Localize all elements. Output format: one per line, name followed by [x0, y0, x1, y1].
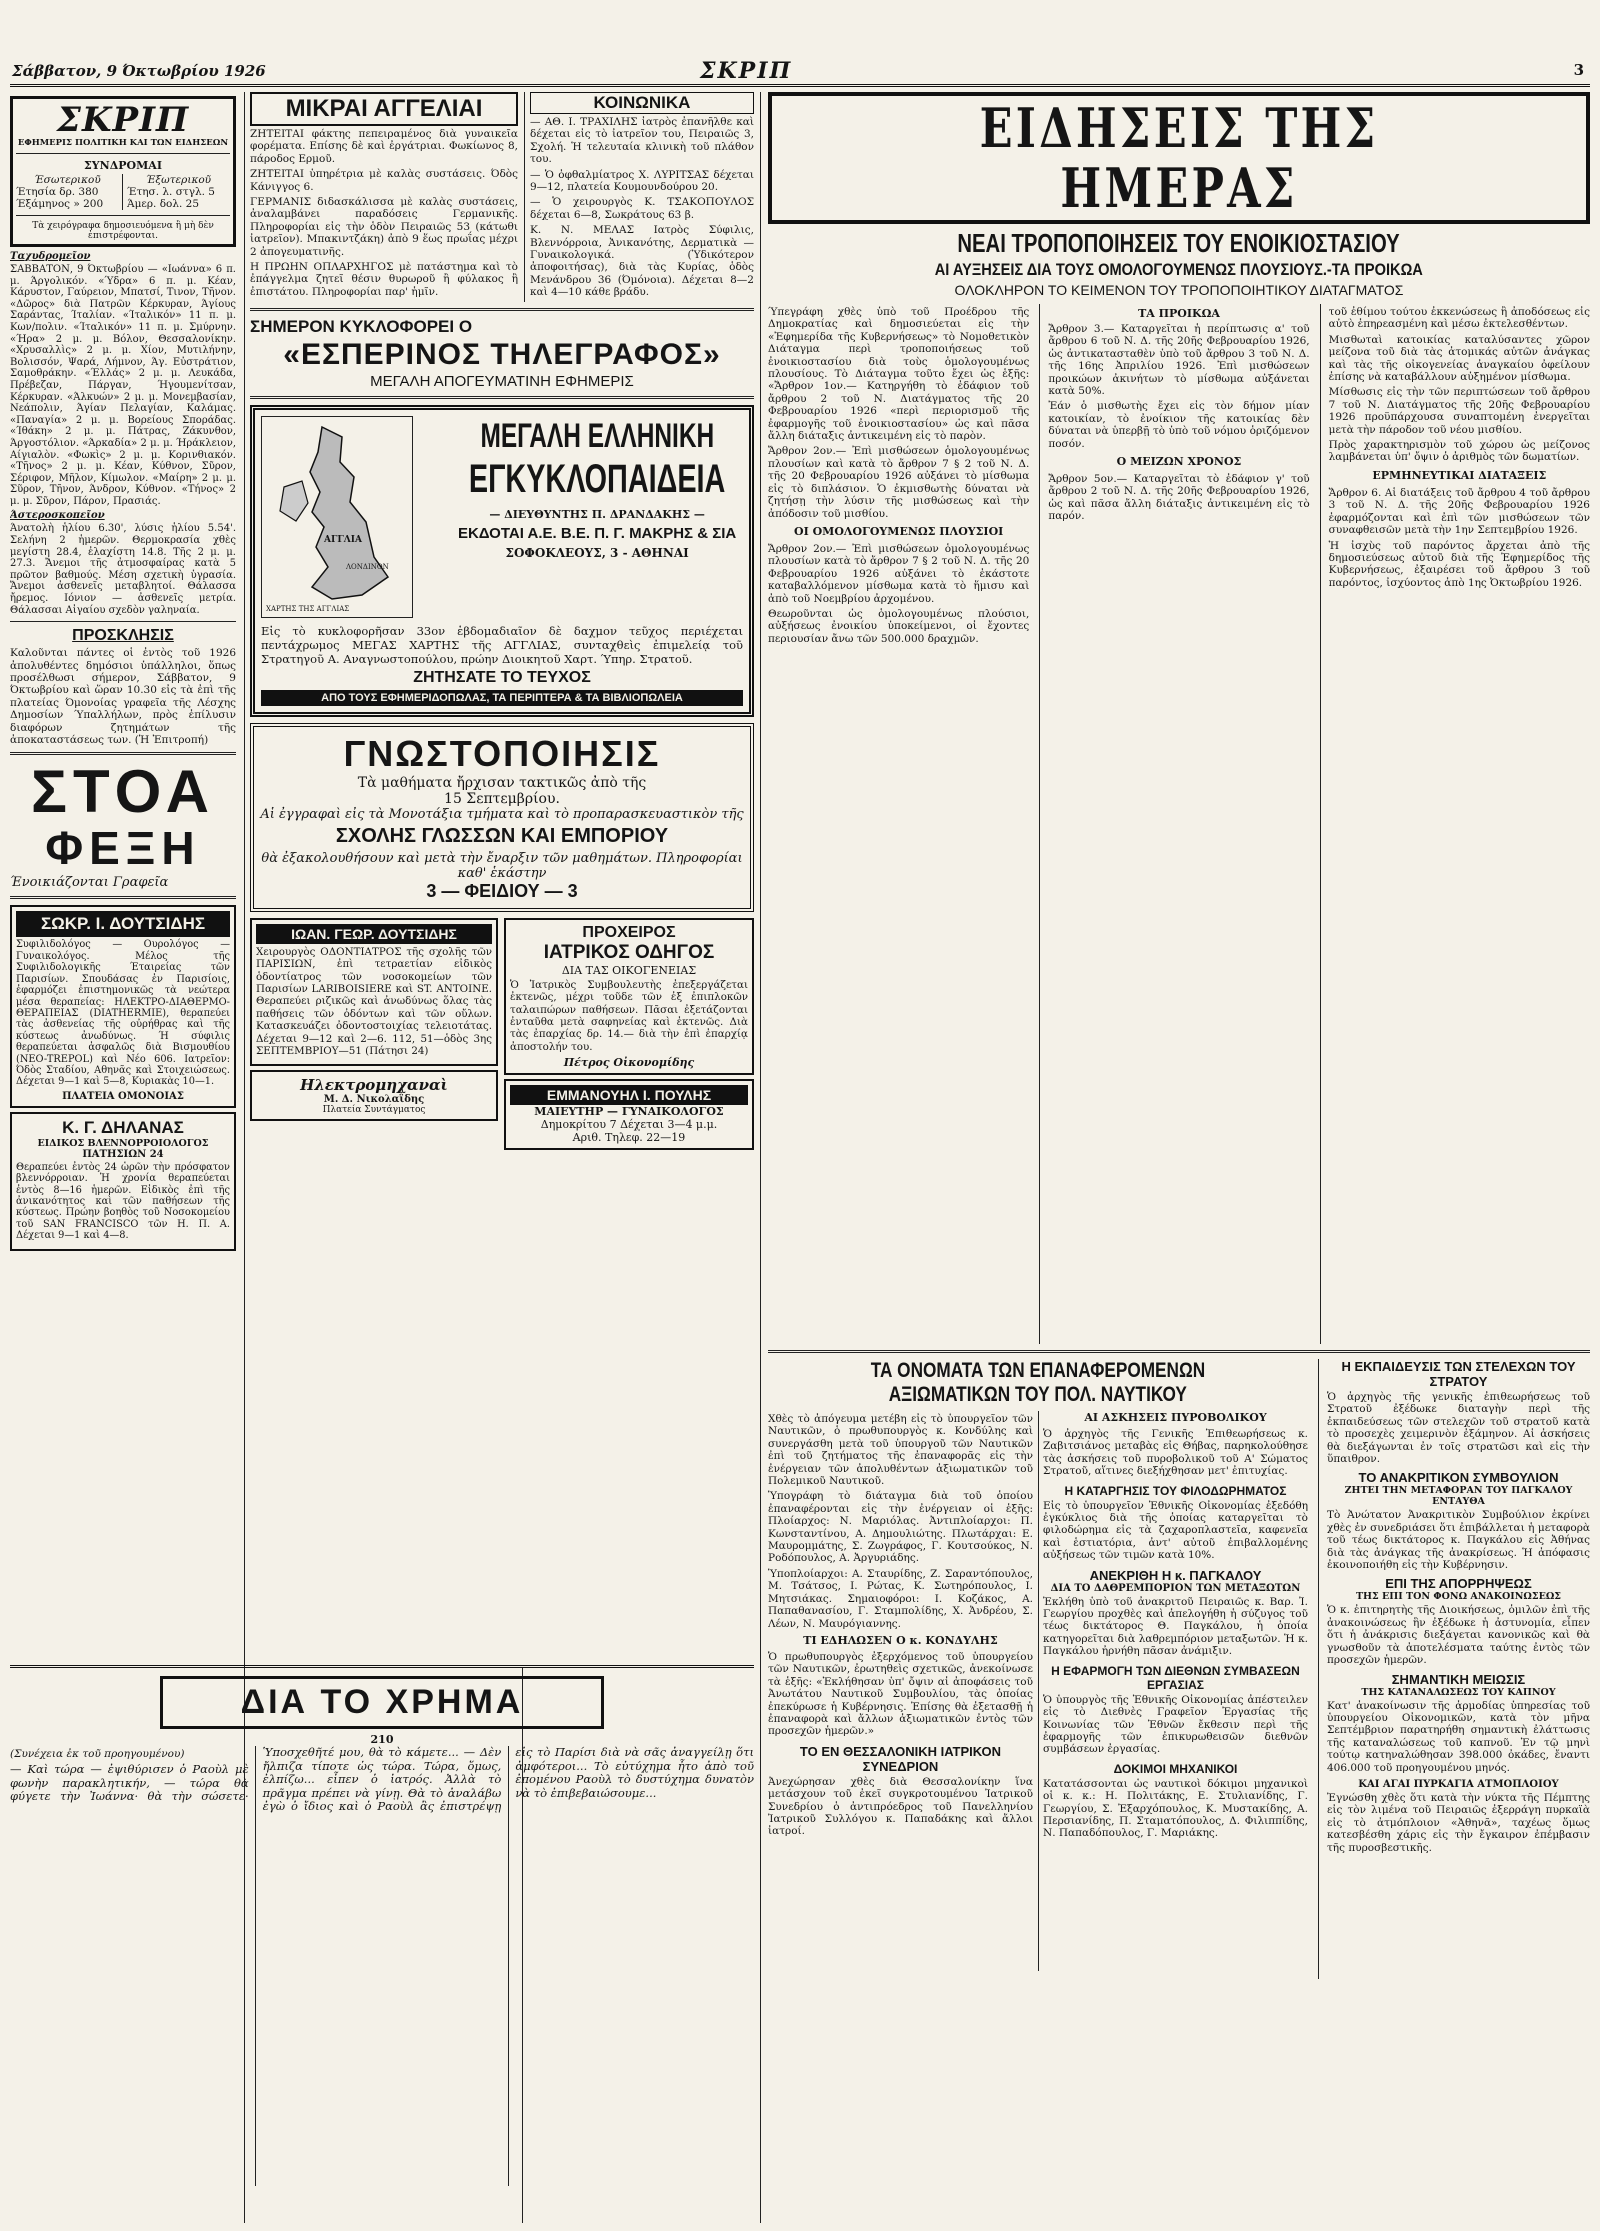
rent-headline [768, 228, 1590, 258]
navy-h4: ΤΟ ΕΝ ΘΕΣΣΑΛΟΝΙΚΗ ΙΑΤΡΙΚΟΝ ΣΥΝΕΔΡΙΟΝ [799, 1743, 1002, 1774]
navy-p10: Κατατάσσονται ὡς ναυτικοὶ δόκιμοι μηχανικοὶ οἱ κ. κ.: Η. Πολιτάκης, Ε. Στυλιανίδης, Γ. Γεωργίου, Σ. Ἐξαρχόπουλος, Κ. Μυστακίδης, Α. Περσιανίδης, Π. Σταματόπουλος, Δ. Φιλιππίδης, Ν. Παπαδόπουλος, Γ. Μαριάκης. [1043, 1777, 1308, 1840]
sub-foreign [123, 174, 230, 210]
social-1: — ΑΘ. Ι. ΤΡΑΧΙΛΗΣ ἰατρὸς ἐπανῆλθε καὶ δέχεται εἰς τὸ ἰατρεῖον του, Πειραιῶς 3, Σχολή. Ἡ τελευταία κλινικὴ τοῦ πλάθον του. [530, 116, 754, 166]
army-p2: Τὸ Ἀνώτατον Ἀνακριτικὸν Συμβούλιον ἐκρίνει χθὲς ἐν συνεδριάσει ὅτι ἐπιβάλλεται ἡ μεταφορὰ τοῦ τέως δικτάτορος κ. Παγκάλου εἰς Ἀθήνας διὰ τὰς ἀνάγκας τῆς ἀνακρίσεως. Ἡ ἀπόφασις ἐκοινοποιήθη εἰς τὴν Κυβέρνησιν. [1327, 1509, 1590, 1572]
navy-h5: ΑΙ ΑΣΚΗΣΕΙΣ ΠΥΡΟΒΟΛΙΚΟΥ [1084, 1411, 1267, 1424]
navy-headline [768, 1359, 1308, 1383]
post-text: ΣΑΒΒΑΤΟΝ, 9 Όκτωβρίου — «Ιωάννα» 6 π. μ. Άργολικόν. «Ύδρα» 6 π. μ. Κέαν, Κάρυστον, Γαύρειον, Μπατσί, Τινον, Τῆνον. «Δῶρος» διὰ Πατρῶν Κέρκυραν, Άγίους Σαράντας, Ίταλίαν. «Ίταλικόν» 11 π. μ. Κων/πολιν. «Ίταλικόν» 11 π. μ. Σμύρνην. «Ήρα» 2 μ. μ. Βόλον, Θεσσαλονίκην. «Χρυσαλλὶς» 2 μ. μ. Χίον, Μυτιλήνην, Βολισσόν, Ψαρά, Λήμνον, Άγ. Εὐστράτιον, Σαμοθράκην. «Έλλάς» 2 μ. μ. Λευκάδα, Πρέβεζαν, Πάργαν, Ήγουμενίτσαν, Κέρκυραν. «Άλκυών» 2 μ. μ. Μονεμβασίαν, Νεάπολιν, Άγίαν Πελαγίαν, Καλάμας. «Παναγία» 2 μ. μ. Βορείους Σποράδας. «Ίθάκη» 2 μ. μ. Πάτρας, Ζάκυνθον, Άργοστόλιον. «Άρκαδία» 2 μ. μ. Ήράκλειον, Αίγιαλὸν. «Φωκὶς» 2 μ. μ. Κορινθιακόν. «Τῆνος» 2 μ. μ. Κέαν, Κύθνον, Σῦρον, Σέριφον, Μῆλον, Κίμωλον. «Μαίρη» 2 μ. μ. Σῦρον, Τῆνον, Άνδρον, Κύθνον. «Τήνος» 2 μ. μ. Σῦρον, Πάρον, Πρασιάς. [10, 264, 236, 507]
espr-sub: ΜΕΓΑΛΗ ΑΠΟΓΕΥΜΑΤΙΝΗ ΕΦΗΜΕΡΙΣ [370, 372, 634, 390]
notice-school: ΣΧΟΛΗΣ ΓΛΩΣΣΩΝ ΚΑΙ ΕΜΠΟΡΙΟΥ [335, 824, 669, 847]
rent-c4b: Μισθωταὶ κατοικίας καταλύσαντες χῶρον μείζονα τοῦ διὰ τὰς ἀτομικάς αὐτῶν ἀνάγκας καὶ τὰς τῆς οἰκογενείας ἀναγκαίου ὀφείλουν ἐπίσης νὰ καταβάλλουν αὐξημένον μίσθωμα. [1328, 333, 1590, 384]
serial-text: — Καὶ τώρα — ἐψιθύρισεν ὁ Ραοὺλ μὲ φωνὴν παρακλητικήν, — τώρα θὰ φύγετε τὴν Ἰωάννα· θὰ τὴν σώσετε· Ὑποσχεθῆτέ μου, θὰ τὸ κάμετε... — Δὲν ἤλπιζα τίποτε ὡς τώρα. Τώρα, ὅμως, ἐλπίζω... εἶπεν ὁ ἰατρός. Ἀλλὰ τὸ πρᾶγμα πρέπει νὰ γίνῃ. Θὰ τὸ ἀναλάβω ἐγὼ ὁ ἴδιος καὶ ὁ Ραοὺλ ἂς ἐπιστρέψῃ εἰς τὸ Παρίσι διὰ νὰ σᾶς ἀναγγείλῃ ὅτι ἀμφότεροι... Τὸ εὐτύχημα ἦτο ἀπὸ τοῦ ἐπομένου Ραοὺλ τὸ δυστύχημα δυνατὸν νὰ τὸ ἐπιβεβαιώσουμε... [10, 1745, 754, 1813]
serial-story [10, 1672, 754, 2225]
classified-3: ΓΕΡΜΑΝΙΣ διδασκάλισσα μὲ καλὰς συστάσεις, ἀναλαμβάνει παραδόσεις Γερμανικῆς. Πληροφορίαι εἰς τὴν ὁδὸν Πειραιῶς 53 (κάτωθι ἰατρεῖον). Μπακιντζάκη) ἀπὸ 9 ἕως πρωΐας μέχρι 2 ἀπογευματινῆς. [250, 196, 518, 258]
doctor3-name: ΕΜΜΑΝΟΥΗΛ Ι. ΠΟΥΛΗΣ [510, 1085, 748, 1105]
navy-p8: Ἐκλήθη ὑπὸ τοῦ ἀνακριτοῦ Πειραιῶς κ. Βαρ. Ἰ. Γεωργίου προχθὲς καὶ ἀπελογήθη ἡ σύζυγος τοῦ τέως δικτάτορος Θ. Παγκάλου, ἡ ὁποία κατηγορεῖται διὰ λαθρεμπόριον μεταξωτῶν. Ἡ κ. Παγκάλου ἠρνήθη πᾶσαν ἀνάμιξιν. [1043, 1595, 1308, 1658]
classified-1: ΖΗΤΕΙΤΑΙ φάκτης πεπειραμένος διὰ γυναικεῖα φορέματα. Επίσης δὲ καὶ ἐργάτριαι. Φωκίωνος 8, πάροδος Ερμοῦ. [250, 128, 518, 165]
doctor3-address: Δημοκρίτου 7 Δέχεται 3—4 μ.μ. [540, 1118, 718, 1132]
news-banner [768, 92, 1590, 224]
serial-section [10, 1665, 754, 1668]
astro-label: Άστεροσκοπεῖον [10, 510, 105, 522]
sub-subtitle: ΕΦΗΜΕΡΙΣ ΠΟΛΙΤΙΚΗ ΚΑΙ ΤΩΝ ΕΙΔΗΣΕΩΝ [17, 138, 229, 148]
guide-text: Ὁ Ἰατρικὸς Συμβουλευτὴς ἐπεξεργάζεται ἐκτενῶς, μέχρι τοῦδε τῶν ἐξ ἐπιπλοκῶν ταλαιπώρων παθήσεων. Πᾶσαι ἐξετάζονται ἐνταῦθα μετὰ σαφηνείας καὶ ἐκτενῶς. Διὰ τὰς ἐπαρχίας δρ. 14.— διὰ τὴν ἐπὶ ἐπαρχίᾳ ἀποστολήν του. [510, 978, 748, 1053]
sub-foreign-usa: Άμερ. δολ. 25 [127, 198, 200, 210]
notice-title: ΓΝΩΣΤΟΠΟΙΗΣΙΣ [343, 732, 661, 774]
sub-foreign-label: Έξωτερικοῦ [145, 174, 212, 186]
guide-box: Πέτρος Οἰκονομίδης [563, 1056, 695, 1070]
newspaper-name: ΣΚΡΙΠ [700, 58, 793, 84]
serial-number: 210 [370, 1733, 394, 1746]
social-4: Κ. Ν. ΜΕΛΑΣ Ιατρὸς Σύφιλις, Βλεννόρροια, Ἀνικανότης, Δερματικὰ — Γυναικολογικά. (Ὑδικότερον ἀποφοιτήσας), διὰ τὰς Κυρίας, ὁδὸς Μενάνδρου 36 (Όμόνοια). Δέχεται 8—2 καὶ 4—10 κάθε βράδυ. [530, 224, 754, 299]
navy-h3: ΤΙ ΕΔΗΛΩΣΕΝ Ο κ. ΚΟΝΔΥΛΗΣ [803, 1633, 998, 1647]
classified-4: Η ΠΡΩΗΝ ΟΠΛΑΡΧΗΓΟΣ μὲ πατάστημα καὶ τὸ ἐπάγγελμα ζητεῖ θέσιν θυρωροῦ ἢ φύλακος ἢ ἐπιστάτου. Πληροφορίαι παρ' ἡμῖν. [250, 261, 518, 298]
map-caption: ΧΑΡΤΗΣ ΤΗΣ ΑΓΓΛΙΑΣ [266, 604, 350, 613]
invite-text: Καλοῦνται πάντες οἱ ἐντὸς τοῦ 1926 ἀπολυθέντες δημόσιοι ὑπάλληλοι, ὅπως προσέλθωσι σήμερον, Σάββατον, 9 Όκτωβρίου καὶ ὥραν 10.30 εἰς τὰ ἐπὶ τῆς πλατείας Όμονοίας γραφεῖα τῆς Λέσχης Δημοσίων Ύπαλλήλων, πρὸς ἐπίλυσιν διαφόρων ζητημάτων τῆς ἀποκαταστάσεως των. (Ἡ Ἐπιτροπή) [10, 647, 236, 747]
rent-p7: Ἄρθρον 5ον.— Καταργεῖται τὸ ἐδάφιον γ' τοῦ ἄρθρου 2 τοῦ Ν. Δ. τῆς 20ῆς Φεβρουαρίου 1926, ὡς καὶ πᾶσα ἄλλη διάταξις ἀντικειμένη εἰς τὸ παρόν. [1048, 473, 1310, 523]
navy-p3: Ὑποπλοίαρχοι: Α. Σταυρίδης, Ζ. Σαραντόπουλος, Μ. Τσάτσος, Ι. Ρώτας, Κ. Σωτηρόπουλος, Ι. Μητσιάκας. Σημαιοφόροι: Ι. Κοζάκος, Α. Παπαθανασίου, Γ. Σταμπολίδης, Χ. Ἀνδρέου, Σ. Λέων, Ν. Μαυρόγιαννης. [768, 1567, 1033, 1630]
news-title-text: ΕΙΔΗΣΕΙΣ ΤΗΣ ΗΜΕΡΑΣ [979, 96, 1379, 220]
rent-p6: Ἐάν ὁ μισθωτὴς ἔχει εἰς τὸν δήμον μίαν κατοικίαν, τὸ ἐνοίκιον τῆς κατοικίας δὲν δύναται νὰ ὑπερβῇ τὸ ὑπὸ τοῦ νόμου ὁριζόμενον ποσόν. [1048, 400, 1310, 450]
social-2: — Ὁ ὀφθαλμίατρος Χ. ΛΥΡΙΤΣΑΣ δέχεται 9—12, πλατεία Κουμουνδούρου 20. [530, 168, 754, 194]
navy-p7: Εἰς τὸ ὑπουργεῖον Ἐθνικῆς Οἰκονομίας ἐξεδόθη ἐγκύκλιος διὰ τῆς ὁποίας καταργεῖται τὸ φιλοδώρημα εἰς τὰ ζαχαροπλαστεῖα, καφενεῖα καὶ ἑστιατόρια, ἀντ' αὐτοῦ ἐπιβαλλομένης αὐξήσεως τῶν τιμῶν κατὰ 10%. [1043, 1499, 1308, 1562]
doctor2-address: ΠΑΤΗΣΙΩΝ 24 [82, 1148, 164, 1160]
rent-article [768, 304, 1590, 1344]
army-h3: ΕΠΙ ΤΗΣ ΑΠΟΡΡΗΨΕΩΣ [1385, 1576, 1532, 1592]
dentist-name: ΙΩΑΝ. ΓΕΩΡ. ΔΟΥΤΣΙΔΗΣ [256, 924, 492, 944]
classified-2: ΖΗΤΕΙΤΑΙ ὑπηρέτρια μὲ καλὰς συστάσεις. Όδὸς Κάνιγγος 6. [250, 168, 518, 193]
army-h5: ΚΑΙ ΑΓΑΙ ΠΥΡΚΑΓΙΑ ΑΤΜΟΠΛΟΙΟΥ [1358, 1778, 1559, 1790]
sub-head: ΣΥΝΔΡΟΜΑΙ [84, 159, 162, 172]
sub-foreign-year: Έτησ. λ. στγλ. 5 [127, 186, 215, 198]
astro-text: Άνατολὴ ἡλίου 6.30', λύσις ἡλίου 5.54'. Σελήνη 2 ἡμερῶν. Θερμοκρασία χθὲς μεγίστη 28.4, ἐλαχίστη 14.8. Τῆς 2 μ. μ. 27.3. Ἄνεμοι τῆς ἀτμοσφαίρας κατὰ 5 πρῶτον βαθμούς. Μέση σχετικὴ ὑγρασία. Ἄνεμοι ἀσθενεῖς μεταβλητοί. Θάλασσα ἤρεμος. Ιόνιον — ἀσθενεῖς μετρία. Θάλασσαι Αἰγαίου σχεδὸν γαληναία. [10, 523, 236, 616]
sub-domestic-label: Έσωτερικοῦ [34, 174, 101, 186]
enc-publisher: ΕΚΔΟΤΑΙ Α.Ε. Β.Ε. Π. Γ. ΜΑΚΡΗΣ & ΣΙΑ [457, 524, 737, 542]
navy-p5: Ἀνεχώρησαν χθὲς διὰ Θεσσαλονίκην ἵνα μετάσχουν τοῦ ἐκεῖ συγκροτουμένου Ἰατρικοῦ Συνεδρίου ὁ ἀντιπρόεδρος τοῦ Πανελληνίου Ἰατρικοῦ Συλλόγου κ. Παπαδάκης καὶ ἄλλοι ἰατροί. [768, 1775, 1033, 1838]
rent-subhead-2: ΟΛΟΚΛΗΡΟΝ ΤΟ ΚΕΙΜΕΝΟΝ ΤΟΥ ΤΡΟΠΟΠΟΙΗΤΙΚΟΥ ΔΙΑΤΑΓΜΑΤΟΣ [954, 282, 1404, 298]
news-title [774, 98, 1584, 218]
rent-h4: ΟΙ ΟΜΟΛΟΓΟΥΜΕΝΩΣ ΠΛΟΥΣΙΟΙ [794, 524, 1004, 538]
army-block [1318, 1359, 1590, 1979]
sub-title: ΣΚΡΙΠ [56, 100, 190, 140]
navy-block [768, 1359, 1308, 1979]
doctor2-name: Κ. Γ. ΔΗΛΑΝΑΣ [62, 1117, 184, 1137]
today-out: ΣΗΜΕΡΟΝ ΚΥΚΛΟΦΟΡΕΙ Ο [250, 316, 473, 336]
enc-title-b-text: ΕΓΚΥΚΛΟΠΑΙΔΕΙΑ [468, 456, 726, 501]
doctor1-text: Συφιλιδολόγος — Ουρολόγος — Γυναικολόγος. Μέλος τῆς Συφιλιδολογικῆς Έταιρείας τῶν Παρισίων. Σπουδάσας ἐν Παρισίοις, ἐφαρμόζει ἐπιστημονικῶς τὰ νεώτερα μέσα θεραπείας: ΗΛΕΚΤΡΟ-ΔΙΑΘΕΡΜΟ-ΘΕΡΑΠΕΙΑΣ (DIATHERMIE), θεραπεύει τὰς ἀσθενείας τῆς οὐρήθρας καὶ τῆς κύστεως ἀνωδύνως. Ή σύφιλις θεραπεύεται ἀσφαλῶς διὰ Βισμουθίου (NEO-TREPOL) καὶ Νέο 606. Ιατρεῖον: Όδὸς Σταδίου, Αθηνᾶς καὶ Στοιχειώσεως. Δέχεται 9—1 καὶ 5—8, Κυριακὰς 10—1. [16, 939, 230, 1088]
column-1 [10, 92, 236, 1661]
rent-p8: Ἄρθρον 6. Αἱ διατάξεις τοῦ ἄρθρου 4 τοῦ ἄρθρου 3 τοῦ Ν. Δ. τῆς 20ῆς Φεβρουαρίου 1926 ἐφαρμόζονται καὶ ἐπὶ τῶν μισθώσεων τῶν συναφθεισῶν μετὰ τὴν 1ην Σεπτεμβρίου 1926. [1328, 486, 1590, 537]
rent-h6: Ο ΜΕΙΖΩΝ ΧΡΟΝΟΣ [1116, 455, 1242, 469]
doctor2-spec: ΕΙΔΙΚΟΣ ΒΛΕΝΝΟΡΡΟΙΟΛΟΓΟΣ [37, 1137, 209, 1149]
school-notice [250, 723, 754, 912]
army-h4b: ΤΗΣ ΚΑΤΑΝΑΛΩΣΕΩΣ ΤΟΥ ΚΑΠΝΟΥ [1361, 1686, 1556, 1698]
stoa-offices: Ένοικιάζονται Γραφεῖα [10, 875, 169, 891]
social-title: ΚΟΙΝΩΝΙΚΑ [530, 92, 754, 114]
lower-news [768, 1359, 1590, 1979]
navy-p9: Ὁ ὑπουργὸς τῆς Ἐθνικῆς Οἰκονομίας ἀπέστειλεν εἰς τὸ Διεθνὲς Γραφεῖον Ἐργασίας τῆς Κοινωνίας τῶν Ἐθνῶν ἔκθεσιν περὶ τῆς ἐφαρμογῆς τῶν ἐπικυρωθεισῶν διεθνῶν συμβάσεων ἐργασίας. [1043, 1693, 1308, 1756]
espr-title: «ΕΣΠΕΡΙΝΟΣ ΤΗΛΕΓΡΑΦΟΣ» [283, 337, 721, 371]
sub-domestic-year: Έτησία δρ. 380 [16, 186, 99, 198]
enc-call: ΖΗΤΗΣΑΤΕ ΤΟ ΤΕΥΧΟΣ [413, 668, 591, 686]
notice-line-2: 15 Σεπτεμβρίου. [444, 790, 560, 807]
column-2 [250, 92, 754, 1661]
rent-p2: Ἄρθρον 2ον.— Ἐπὶ μισθώσεων ὁμολογουμένως πλουσίων καὶ κατὰ τὸ ἄρθρον 7 § 2 τοῦ Ν. Δ. τῆς 20 Φεβρουαρίου 1926 αὐξάνει τὸ μίσθωμα εἰς τὸ διπλάσιον. Ὁ ἐκμισθωτὴς δύναται νὰ ζητήσῃ τὴν λύσιν τῆς μισθώσεως καὶ τὴν ἀπόδοσιν τοῦ μισθίου. [768, 445, 1030, 520]
rent-c4d: Πρὸς χαρακτηρισμὸν τοῦ χώρου ὡς μείζονος λαμβάνεται ὑπ' ὄψιν ὁ ἀριθμὸς τῶν δωματίων. [1328, 439, 1590, 464]
navy-h7b: ΔΙΑ ΤΟ ΔΑΘΡΕΜΠΟΡΙΟΝ ΤΩΝ ΜΕΤΑΞΩΤΩΝ [1050, 1582, 1301, 1594]
stoa-title: ΣΤΟΑ [31, 758, 215, 826]
enc-sales: ΑΠΟ ΤΟΥΣ ΕΦΗΜΕΡΙΔΟΠΩΛΑΣ, ΤΑ ΠΕΡΙΠΤΕΡΑ & ΤΑ ΒΙΒΛΙΟΠΩΛΕΙΑ [261, 690, 743, 706]
enc-director: — ΔΙΕΥΘΥΝΤΗΣ Π. ΔΡΑΝΔΑΚΗΣ — [489, 507, 705, 521]
social-3: — Ὁ χειρουργὸς Κ. ΤΣΑΚΟΠΟΥΛΟΣ δέχεται 6—8, Σωκράτους 63 β. [530, 196, 754, 221]
electric-owner: Μ. Δ. Νικολαΐδης [323, 1094, 425, 1106]
rent-col-c [1320, 304, 1590, 1344]
doctor2-text: Θεραπεύει ἐντὸς 24 ὡρῶν τὴν πρόσφατον βλεννόρροιαν. Ἡ χρονία θεραπεύεται ἐντὸς 8—16 ἡμερῶν. Εἰδικὸς ἐπὶ τῆς ἀνικανότητος καὶ τῶν παθήσεων τῆς κύστεως. Πρώην βοηθὸς τοῦ Νοσοκομείου τοῦ SAN FRANCISCO τῶν Η. Π. Α. Δέχεται 9—1 καὶ 4—8. [16, 1161, 230, 1242]
navy-headline-text: ΤΑ ΟΝΟΜΑΤΑ ΤΩΝ ΕΠΑΝΑΦΕΡΟΜΕΝΩΝ [870, 1359, 1206, 1382]
guide-line-2: ΙΑΤΡΙΚΟΣ ΟΔΗΓΟΣ [543, 941, 715, 963]
rent-c4c: Μίσθωσις εἰς τὴν τῶν περιπτώσεων τοῦ ἄρθρου 7 τοῦ Ν. Διατάγματος τῆς 20ῆς Φεβρουαρίου 1926 προϋπάρχουσα συναπτομένη ἐνεργεῖται μετὰ τὴν πάροδον τοῦ νέου μισθίου. [1328, 386, 1590, 436]
social-news [524, 92, 754, 302]
electric-place: Πλατεία Συντάγματος [322, 1105, 426, 1116]
doctor3-ad [504, 1079, 754, 1150]
army-p3: Ὁ κ. ἐπιτηρητὴς τῆς Διοικήσεως, ὁμιλῶν ἐπὶ τῆς ἀνακοινώσεως ἣν ἐξέδωκε ἡ ἀστυνομία, εἶπεν ὅτι ἡ ἀνάκρισις διεξάγεται κανονικῶς καὶ θὰ γνωσθοῦν τὰ ἀποτελέσματα ταύτης ἐντὸς τῶν προσεχῶν ἡμερῶν. [1327, 1604, 1590, 1667]
sub-domestic-half: Έξάμηνος » 200 [16, 198, 104, 210]
army-p1: Ὁ ἀρχηγὸς τῆς γενικῆς ἐπιθεωρήσεως τοῦ Στρατοῦ ἐξέδωκε διαταγὴν περὶ τῆς ἐκπαιδεύσεως τῶν στελεχῶν τοῦ στρατοῦ κατὰ τὸ προσεχὲς χειμερινὸν ἐξάμηνον. Αἱ ἀσκήσεις θὰ διεξάγωνται ἐν τοῖς στρατῶσι καὶ εἰς τὴν ὕπαιθρον. [1327, 1391, 1590, 1466]
dentist-text: Χειρουργὸς ΟΔΟΝΤΙΑΤΡΟΣ τῆς σχολῆς τῶν ΠΑΡΙΣΙΩΝ, ἐπὶ τετραετίαν εἰδικὸς ὁδοντίατρος τῶν νοσοκομείων τῶν Παρισίων LARIBOISIERE καὶ ST. ANTOINE. Θεραπεύει ριζικῶς καὶ ἀνωδύνως ὅλας τὰς παθήσεις τῶν ὀδόντων καὶ τῶν οὔλων. Κατασκευάζει ὀδοντοστοιχίας τελειοτάτας. Δέχεται 9—12 καὶ 2—6. 112, 51—ὁδὸς 3ης ΣΕΠΤΕΜΒΡΙΟΥ—51 (Πάτησι 24) [256, 945, 492, 1057]
guide-line-1: ΠΡΟΧΕΙΡΟΣ [582, 923, 676, 941]
army-h2b: ΖΗΤΕΙ ΤΗΝ ΜΕΤΑΦΟΡΑΝ ΤΟΥ ΠΑΓΚΑΛΟΥ ΕΝΤΑΥΘΑ [1344, 1485, 1573, 1508]
rent-c4a: τοῦ ἐθίμου τούτου ἐκκενώσεως ἢ ἀποδόσεως εἰς αὐτὸ ἐπηρεασμένη καὶ μέσω ἐκτελεσθέντων. [1328, 306, 1590, 331]
army-h2: ΤΟ ΑΝΑΚΡΙΤΙΚΟΝ ΣΥΜΒΟΥΛΙΟΝ [1358, 1470, 1559, 1486]
rent-col-a [768, 304, 1029, 1344]
notice-line-1: Τὰ μαθήματα ἤρχισαν τακτικῶς ἀπὸ τῆς [357, 774, 647, 791]
navy-h6: Η ΚΑΤΑΡΓΗΣΙΣ ΤΟΥ ΦΙΛΟΔΩΡΗΜΑΤΟΣ [1064, 1483, 1287, 1498]
enc-title-a-text: ΜΕΓΑΛΗ ΕΛΛΗΝΙΚΗ [480, 416, 714, 455]
england-map-graphic [262, 417, 412, 617]
invite-title: ΠΡΟΣΚΛΗΣΙΣ [72, 627, 174, 645]
navy-h8: Η ΕΦΑΡΜΟΓΗ ΤΩΝ ΔΙΕΘΝΩΝ ΣΥΜΒΑΣΕΩΝ ΕΡΓΑΣΙΑΣ [1051, 1663, 1300, 1692]
rent-h7: ΕΡΜΗΝΕΥΤΙΚΑΙ ΔΙΑΤΑΞΕΙΣ [1372, 468, 1547, 482]
rent-p3: Ἄρθρον 2ον.— Ἐπὶ μισθώσεων ὁμολογουμένως πλουσίων κατὰ τὸ ἄρθρον 7 § 2 τοῦ Ν. Δ. τῆς 20 Φεβρουαρίου 1926 αὐξάνει τὸ ἐκάστοτε καταβαλλόμενον μίσθωμα κατὰ τὸ ἥμισυ καὶ ἀπὸ τοῦ Νοεμβρίου ἀρχομένου. [768, 542, 1030, 605]
rent-subhead-text: ΑΙ ΑΥΞΗΣΕΙΣ ΔΙΑ ΤΟΥΣ ΟΜΟΛΟΓΟΥΜΕΝΩΣ ΠΛΟΥΣΙΟΥΣ.-ΤΑ ΠΡΟΙΚΩΑ [934, 260, 1424, 279]
navy-p4: Ὁ πρωθυπουργὸς ἐξερχόμενος τοῦ ὑπουργείου τῶν Ναυτικῶν, ἐρωτηθεὶς σχετικῶς, ἀνεκοίνωσε τὰ ἑξῆς: «Ἐκλήθησαν ὑπ' ὄψιν αἱ ἀποφάσεις τοῦ Ἀνωτάτου Ναυτικοῦ Συμβουλίου, τὰς ὁποίας ἐπεκύρωσε ἡ Κυβέρνησις. Ἐπίσης θὰ ἐξετασθῇ ἡ ἐπαναφορὰ καὶ ἄλλων ἀξιωματικῶν ἐντὸς τῶν προσεχῶν ἡμερῶν.» [768, 1650, 1033, 1738]
notice-line-4: θὰ ἐξακολουθήσουν καὶ μετὰ τὴν ἔναρξιν τῶν μαθημάτων. Πληροφορίαι καθ' ἑκάστην [261, 850, 743, 881]
army-h1: Η ΕΚΠΑΙΔΕΥΣΙΣ ΤΩΝ ΣΤΕΛΕΧΩΝ ΤΟΥ ΣΤΡΑΤΟΥ [1341, 1359, 1576, 1389]
dentist-ad [250, 918, 498, 1154]
doctor2-ad [10, 1112, 236, 1251]
rent-p4: Θεωροῦνται ὡς ὁμολογουμένως πλούσιοι, αὐξήσεως ἐνοικίου ὑποκείμενοι, οἱ ἔχοντες περιουσίαν ἄνω τῶν 500.000 δραχμῶν. [768, 607, 1030, 645]
map-label-england: ΑΓΓΛΙΑ [324, 534, 362, 545]
army-h4: ΣΗΜΑΝΤΙΚΗ ΜΕΙΩΣΙΣ [1391, 1671, 1526, 1687]
subscription-box [10, 96, 236, 247]
navy-headline-2-text: ΑΞΙΩΜΑΤΙΚΩΝ ΤΟΥ ΠΟΛ. ΝΑΥΤΙΚΟΥ [888, 1383, 1188, 1406]
navy-h9: ΔΟΚΙΜΟΙ ΜΗΧΑΝΙΚΟΙ [1113, 1761, 1238, 1776]
issue-date: Σάββατον, 9 Όκτωβρίου 1926 [12, 62, 266, 80]
rent-p9: Ἡ ἰσχὺς τοῦ παρόντος ἄρχεται ἀπὸ τῆς δημοσιεύσεως αὐτοῦ διὰ τῆς Ἐφημερίδος τῆς Κυβερνήσεως, ἐξαιρέσει τοῦ ἄρθρου 3 τοῦ παρόντος, ἰσχύοντος ἀπὸ 1ης Ὀκτωβρίου 1926. [1328, 539, 1590, 589]
rent-p5: Ἄρθρον 3.— Καταργεῖται ἡ περίπτωσις α' τοῦ ἄρθρου 6 τοῦ Ν. Δ. τῆς 20ῆς Φεβρουαρίου 1926, ὡς ἀντικατασταθὲν ὑπὸ τοῦ ἄρθρου 3 τοῦ Ν. Δ. τῆς 16ης Ἀπριλίου 1926. Ἐπὶ μισθώσεων προικώων ἀκινήτων τὸ μίσθωμα αὐξάνεται κατὰ 50%. [1048, 323, 1310, 398]
map-label-london: ΛΟΝΔΙΝΟΝ [346, 562, 389, 571]
doctor1-ad [10, 905, 236, 1107]
guide-line-3: ΔΙΑ ΤΑΣ ΟΙΚΟΓΕΝΕΙΑΣ [561, 963, 697, 977]
serial-cont: (Συνέχεια ἐκ τοῦ προηγουμένου) [10, 1748, 185, 1760]
serial-header [160, 1676, 604, 1729]
navy-p1: Χθὲς τὸ ἀπόγευμα μετέβη εἰς τὸ ὑπουργεῖον τῶν Ναυτικῶν, ὁ πρωθυπουργὸς κ. Κονδύλης καὶ συνεργάσθη μετὰ τοῦ ὑπουργοῦ τῶν Ναυτικῶν ἐπὶ τοῦ ζητήματος τῆς ἐπαναφορᾶς εἰς τὴν ἐνέργειαν τῶν ἀπολυθέντων ἀξιωματικῶν τοῦ Πολεμικοῦ Ναυτικοῦ. [768, 1413, 1033, 1488]
notice-line-3: Αἱ ἐγγραφαὶ εἰς τὰ Μονοτάξια τμήματα καὶ τὸ προπαρασκευαστικὸν τῆς [260, 806, 744, 822]
navy-headline-2 [768, 1383, 1308, 1407]
navy-h7: ΑΝΕΚΡΙΘΗ Η κ. ΠΑΓΚΑΛΟΥ [1089, 1567, 1262, 1583]
doctor3-spec: ΜΑΙΕΥΤΗΡ — ΓΥΝΑΙΚΟΛΟΓΟΣ [534, 1105, 724, 1119]
rent-h5: ΤΑ ΠΡΟΙΚΩΑ [1138, 307, 1220, 320]
sub-note: Τὰ χειρόγραφα δημοσιευόμενα ἢ μὴ δὲν ἐπιστρέφονται. [32, 221, 214, 241]
stoa-name: ΦΕΞΗ [45, 822, 201, 875]
masthead [10, 58, 1590, 87]
rent-subhead [768, 260, 1590, 280]
army-p5: Ἐγνώσθη χθὲς ὅτι κατὰ τὴν νύκτα τῆς Πέμπτης εἰς τὸν λιμένα τοῦ Πειραιῶς ἐξερράγη πυρκαϊὰ εἰς τὸ ἀτμόπλοιον «Ἀθηνᾶ», ταχέως ὅμως κατεσβέσθη χάρις εἰς τὴν ἔγκαιρον ἐπέμβασιν τῆς πυροσβεστικῆς. [1327, 1791, 1590, 1854]
army-h3b: ΤΗΣ ΕΠΙ ΤΟΝ ΦΟΝΩ ΑΝΑΚΟΙΝΩΣΕΩΣ [1355, 1591, 1562, 1603]
serial-title: ΔΙΑ ΤΟ ΧΡΗΜΑ [240, 1683, 524, 1721]
sub-domestic [16, 174, 123, 210]
england-map [261, 416, 413, 618]
classifieds [250, 92, 518, 302]
page-number: 3 [1573, 61, 1584, 79]
enc-text: Εἰς τὸ κυκλοφορῆσαν 33ον ἑβδομαδιαῖον δὲ δαχμον τεῦχος περιέχεται πεντάχρωμος ΜΕΓΑΣ ΧΑΡΤΗΣ τῆς ΑΓΓΛΙΑΣ, συνταχθεὶς ἐπιμελείᾳ τοῦ Στρατηγοῦ Α. Αναγνωστοπούλου, πρώην Διοικητοῦ Χαρτ. Ύπηρ. Στρατοῦ. [261, 623, 743, 666]
rent-p1: Ύπεγράφη χθὲς ὑπὸ τοῦ Προέδρου τῆς Δημοκρατίας καὶ δημοσιεύεται εἰς τὴν «Ἐφημερίδα τῆς Κυβερνήσεως» τὸ Νομοθετικὸν Διάταγμα περὶ τροποποιήσεως τοῦ ἐνοικιοστασίου διὰ τοὺς ὁμολογουμένως πλουσίους. Τὸ Διάταγμα τοῦτο ἔχει ὡς ἑξῆς: «Ἄρθρον 1ον.— Κατηργήθη τὸ ἐδάφιον τοῦ ἄρθρου 2 τοῦ Ν. Διατάγματος τῆς 20 Φεβρουαρίου 1926 «περὶ περιορισμοῦ τῆς ἐφαρμογῆς τοῦ ἐνοικιοστασίου» ὡς καὶ πᾶσα ἄλλη διάταξις ἀντικειμένη εἰς τὸ παρὸν. [768, 306, 1030, 443]
doctor1-name: ΣΩΚΡ. Ι. ΔΟΥΤΣΙΔΗΣ [16, 911, 230, 937]
encyclopedia-ad [250, 405, 754, 717]
doctor1-address: ΠΛΑΤΕΙΑ ΟΜΟΝΟΙΑΣ [62, 1090, 184, 1102]
army-p4: Κατ' ἀνακοίνωσιν τῆς ἁρμοδίας ὑπηρεσίας τοῦ ὑπουργείου Οἰκονομικῶν, κατὰ τὸν μῆνα Σεπτέμβριον παρατηρήθη σημαντικὴ ἐλάττωσις τῆς καταναλώσεως τοῦ καπνοῦ. Ἐν τῷ μηνὶ τούτῳ κατηναλώθησαν 398.000 ὀκάδες, ἔναντι 406.000 τοῦ προηγουμένου μηνός. [1327, 1699, 1590, 1774]
navy-p2: Ὑπογράφη τὸ διάταγμα διὰ τοῦ ὁποίου ἐπαναφέρονται εἰς τὴν ἐνέργειαν οἱ ἑξῆς: Πλοίαρχος: Ν. Μαριόλας. Ἀντιπλοίαρχοι: Π. Κωνσταντίνου, Α. Δημουλιώτης. Πλωτάρχαι: Ε. Μαυρομμάτης, Σ. Ζωγράφος, Γ. Κουτσούκος, Ν. Ροδόπουλος, Α. Ἀργυριάδης. [768, 1490, 1033, 1565]
doctor3-phone: Αριθ. Τηλεφ. 22—19 [572, 1131, 686, 1145]
rent-headline-text: ΝΕΑΙ ΤΡΟΠΟΠΟΙΗΣΕΙΣ ΤΟΥ ΕΝΟΙΚΙΟΣΤΑΣΙΟΥ [957, 228, 1401, 258]
post-label: Ταχυδρομεῖον [10, 251, 91, 262]
medical-guide-ad [504, 918, 754, 1154]
enc-title-b [419, 456, 754, 502]
navy-p6: Ὁ ἀρχηγὸς τῆς Γενικῆς Ἐπιθεωρήσεως κ. Ζαβιτσιάνος μεταβὰς εἰς Θήβας, παρηκολούθησε τὰς ἀσκήσεις τοῦ πυροβολικοῦ τοῦ Α' Σώματος Στρατοῦ, αἵτινες διεξήχθησαν μετ' ἐπιτυχίας. [1043, 1428, 1308, 1478]
rent-col-b [1039, 304, 1309, 1344]
classifieds-title: ΜΙΚΡΑΙ ΑΓΓΕΛΙΑΙ [250, 92, 518, 126]
enc-title-a [419, 416, 754, 456]
enc-address: ΣΟΦΟΚΛΕΟΥΣ, 3 - ΑΘΗΝΑΙ [505, 545, 689, 560]
news-section [768, 92, 1590, 2225]
electric-ad [250, 1070, 498, 1121]
notice-address: 3 — ΦΕΙΔΙΟΥ — 3 [426, 880, 578, 901]
electric-title: Ηλεκτρομηχαναὶ [300, 1076, 448, 1095]
